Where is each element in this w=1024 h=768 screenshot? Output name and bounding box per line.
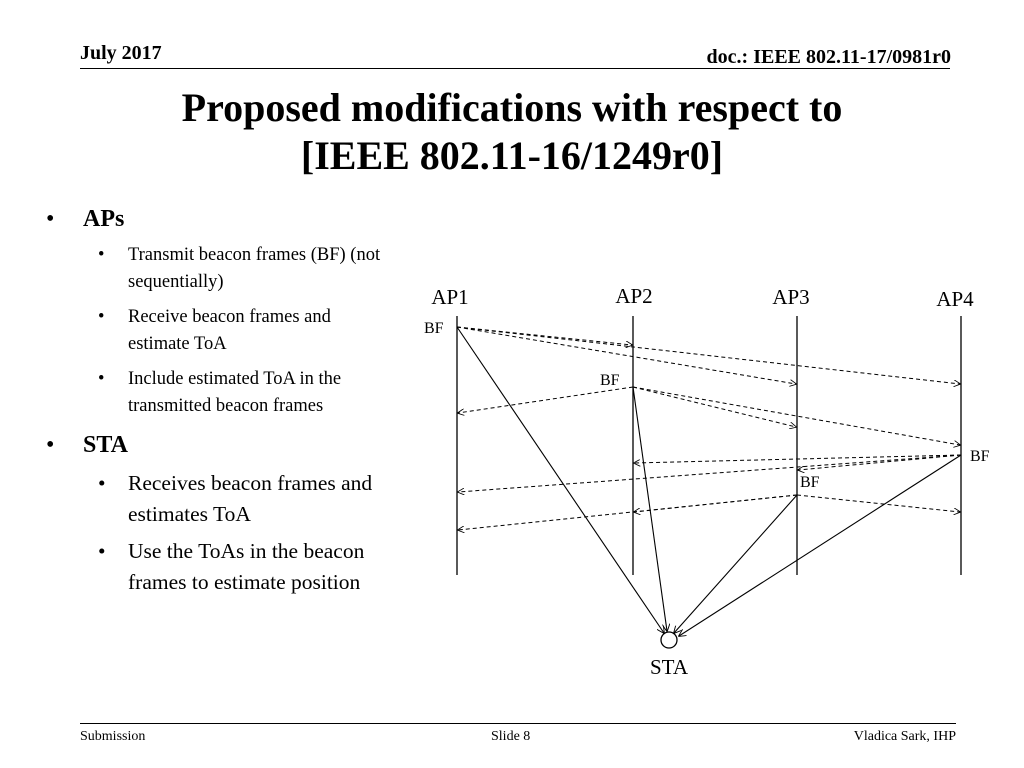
sta-label: STA (650, 655, 688, 679)
ap1-label: AP1 (431, 285, 469, 309)
bullet-marker: • (46, 206, 55, 232)
bullet-sta-item-2-text: Use the ToAs in the beacon frames to estimate position (128, 539, 365, 594)
ap1-beacon-arrows (457, 327, 960, 384)
ap2-beacon-arrows (458, 387, 960, 445)
footer-rule (80, 723, 956, 724)
header-date: July 2017 (80, 42, 162, 64)
footer-submission: Submission (80, 729, 146, 744)
ap3-label: AP3 (772, 285, 810, 309)
ap4-label: AP4 (936, 287, 974, 311)
ap2-label: AP2 (615, 284, 653, 308)
footer-author: Vladica Sark, IHP (853, 729, 956, 744)
bullet-marker: • (98, 245, 105, 265)
bf-label-ap4: BF (970, 448, 990, 465)
slide-title-line2: [IEEE 802.11-16/1249r0] (300, 133, 724, 178)
header-doc-id: doc.: IEEE 802.11-17/0981r0 (706, 46, 951, 68)
sta-beacon-arrows (457, 327, 961, 636)
bf-label-ap1: BF (424, 320, 444, 337)
ap4-beacon-arrows (458, 455, 961, 492)
bf-label-ap2: BF (600, 372, 620, 389)
bullet-marker: • (98, 307, 105, 327)
footer-slide-number: Slide 8 (491, 729, 531, 744)
bullet-marker: • (46, 432, 55, 458)
bf-label-ap3: BF (800, 474, 820, 491)
bullet-sta-item-1-text: Receives beacon frames and estimates ToA (128, 471, 373, 526)
bullet-marker: • (98, 369, 105, 389)
ap3-beacon-arrows (458, 495, 960, 530)
bullet-marker: • (98, 471, 106, 495)
bullet-sta-label: STA (83, 432, 128, 458)
bullet-aps-item-2-text: Receive beacon frames and estimate ToA (128, 307, 331, 354)
bullet-marker: • (98, 539, 106, 563)
bullet-aps-label: APs (83, 206, 125, 232)
sta-node (661, 632, 677, 648)
bullet-aps-item-1-text: Transmit beacon frames (BF) (not sequentially) (128, 245, 381, 292)
bullet-aps-item-3-text: Include estimated ToA in the transmitted beacon frames (128, 369, 342, 416)
slide-title-line1: Proposed modifications with respect to (181, 85, 843, 130)
